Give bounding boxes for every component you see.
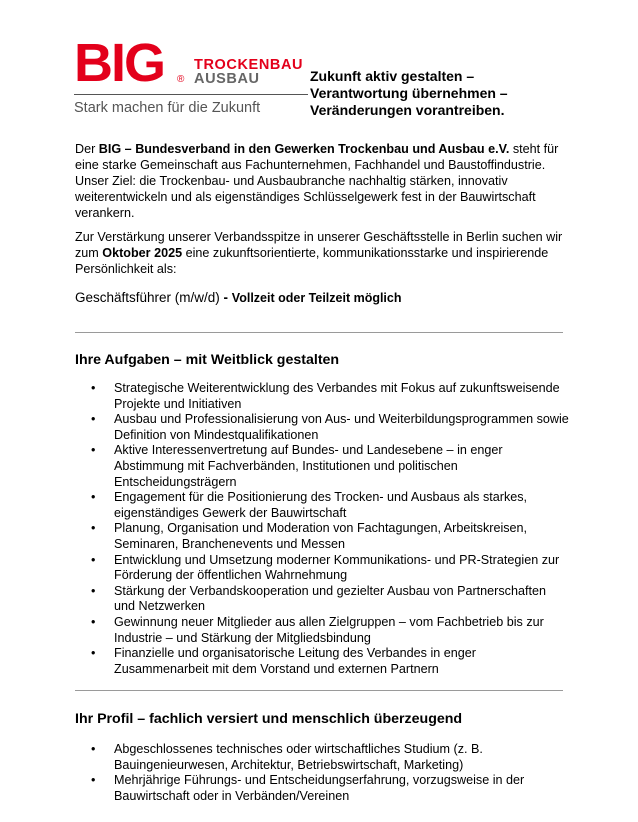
position-title-line	[75, 289, 402, 307]
bullet-icon: •	[91, 614, 96, 629]
list-item	[89, 412, 569, 443]
list-item-text: Abgeschlossenes technisches oder wirtschaftliches Studium (z. B. Bauingenieurwesen, Architektur, Betriebswirtschaft, Marketing)	[114, 742, 483, 772]
logo-registered-mark: ®	[177, 74, 185, 85]
bullet-icon: •	[91, 552, 96, 567]
list-item-text: Planung, Organisation und Moderation von Fachtagungen, Arbeitskreisen, Seminaren, Branchenevents und Messen	[114, 521, 528, 551]
headline	[310, 68, 550, 119]
profile-heading: Ihr Profil – fachlich versiert und menschlich überzeugend	[75, 711, 463, 727]
list-item-text: Aktive Interessenvertretung auf Bundes- und Landesebene – in enger Abstimmung mit Fachverbänden, Institutionen und politischen Entscheidungsträgern	[114, 443, 503, 489]
list-item	[89, 443, 569, 490]
intro-prefix: Der	[75, 142, 99, 156]
bullet-icon: •	[91, 381, 96, 395]
list-item	[89, 615, 569, 646]
list-item	[89, 773, 569, 804]
bullet-icon: •	[91, 646, 96, 661]
intro-paragraph	[75, 141, 565, 221]
list-item	[89, 381, 569, 412]
recruitment-rest: eine zukunftsorientierte, kommunikationsstarke und inspirierende Persönlichkeit als:	[75, 246, 549, 276]
start-date: Oktober 2025	[102, 246, 183, 260]
headline-line-3: Veränderungen vorantreiben.	[310, 102, 505, 118]
list-item-text: Strategische Weiterentwicklung des Verbandes mit Fokus auf zukunftsweisende Projekte und Initiativen	[114, 381, 560, 411]
intro-rest: steht für eine starke Gemeinschaft aus Fachunternehmen, Fachhandel und Baustoffindustrie. Unser Ziel: die Trockenbau- und Ausbaubranche nachhaltig stärken, innovativ weiterentwickeln und als eigenständiges Schlüsselgewerk fest in der Bauwirtschaft verankern.	[75, 142, 559, 220]
position-title: Geschäftsführer (m/w/d)	[75, 290, 220, 305]
list-item-text: Mehrjährige Führungs- und Entscheidungserfahrung, vorzugsweise in der Bauwirtschaft oder in Verbänden/Vereinen	[114, 773, 525, 803]
profile-list	[89, 742, 569, 804]
list-item-text: Finanzielle und organisatorische Leitung des Verbandes in enger Zusammenarbeit mit dem Vorstand und externen Partnern	[114, 646, 476, 676]
bullet-icon: •	[91, 490, 96, 505]
recruitment-paragraph	[75, 229, 565, 277]
logo-divider	[74, 94, 308, 95]
organization-name: BIG – Bundesverband in den Gewerken Trockenbau und Ausbau e.V.	[98, 142, 510, 156]
logo-line-ausbau: AUSBAU	[194, 71, 260, 87]
tasks-list	[89, 381, 569, 677]
bullet-icon: •	[91, 583, 96, 598]
list-item-text: Ausbau und Professionalisierung von Aus- und Weiterbildungsprogrammen sowie Definition von Mindestqualifikationen	[114, 412, 569, 442]
bullet-icon: •	[91, 742, 96, 756]
bullet-icon: •	[91, 443, 96, 458]
list-item	[89, 646, 569, 677]
list-item	[89, 490, 569, 521]
list-item	[89, 742, 569, 773]
section-divider	[75, 332, 563, 333]
recruitment-prefix: Zur Verstärkung unserer Verbandsspitze in unserer Geschäftsstelle in Berlin suchen wir zum	[75, 230, 563, 260]
big-logo	[74, 33, 308, 122]
position-note: Vollzeit oder Teilzeit möglich	[231, 291, 402, 305]
list-item-text: Stärkung der Verbandskooperation und gezielter Ausbau von Partnerschaften und Netzwerken	[114, 583, 546, 614]
list-item	[89, 553, 569, 584]
logo-line-trockenbau: TROCKENBAU	[194, 57, 304, 73]
list-item	[89, 521, 569, 552]
bullet-icon: •	[91, 521, 96, 536]
section-divider	[75, 690, 563, 691]
headline-line-1: Zukunft aktiv gestalten –	[310, 68, 475, 84]
tasks-heading: Ihre Aufgaben – mit Weitblick gestalten	[75, 352, 340, 368]
logo-tagline: Stark machen für die Zukunft	[74, 100, 261, 116]
list-item	[89, 584, 569, 615]
logo-brand: BIG	[74, 33, 165, 93]
list-item-text: Entwicklung und Umsetzung moderner Kommunikations- und PR-Strategien zur Förderung der öffentlichen Wahrnehmung	[114, 552, 560, 583]
headline-line-2: Verantwortung übernehmen –	[310, 85, 508, 101]
bullet-icon: •	[91, 412, 96, 427]
list-item-text: Gewinnung neuer Mitglieder aus allen Zielgruppen – vom Fachbetrieb bis zur Industrie – und Stärkung der Mitgliedsbindung	[114, 614, 544, 645]
list-item-text: Engagement für die Positionierung des Trocken- und Ausbaus als starkes, eigenständiges Gewerk der Bauwirtschaft	[114, 490, 528, 520]
bullet-icon: •	[91, 773, 96, 788]
position-separator: -	[219, 290, 232, 305]
